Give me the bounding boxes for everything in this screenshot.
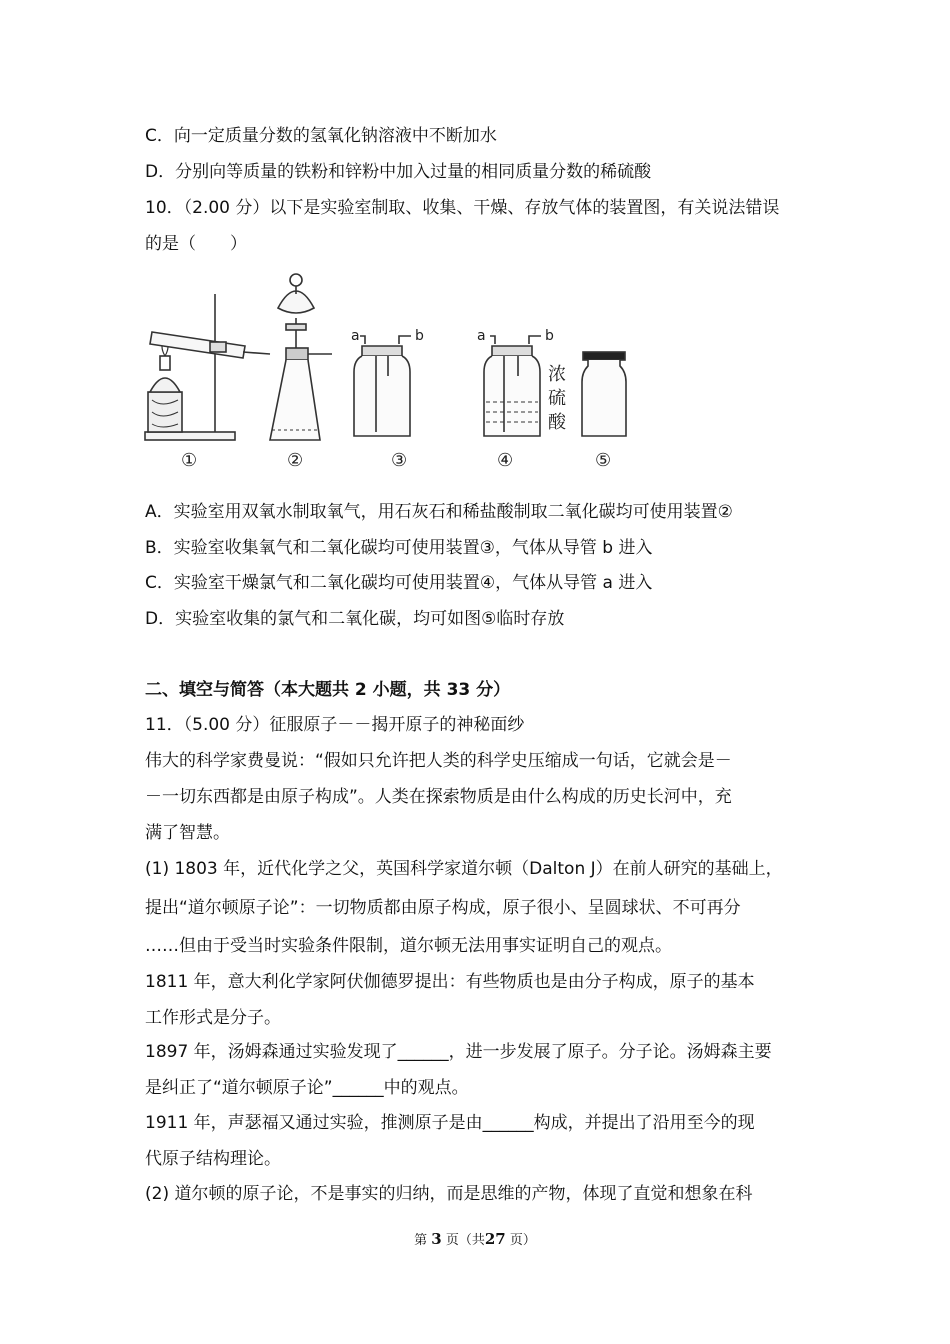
port-a-label-4: a bbox=[477, 328, 486, 344]
q11-line: (2) 道尔顿的原子论，不是事实的归纳，而是思维的产物，体现了直觉和想象在科 bbox=[145, 1184, 753, 1204]
apparatus-3-bottle bbox=[354, 336, 411, 436]
q11-line: 是纠正了“道尔顿原子论”______中的观点。 bbox=[145, 1078, 469, 1098]
q10-stem-line1: 10．（2.00 分）以下是实验室制取、收集、干燥、存放气体的装置图，有关说法错误 bbox=[145, 198, 780, 218]
q11-line: 1911 年，声瑟福又通过实验，推测原子是由______构成，并提出了沿用至今的现 bbox=[145, 1113, 755, 1133]
q10-option-c: C．实验室干燥氯气和二氧化碳均可使用装置④，气体从导管 a 进入 bbox=[145, 573, 653, 593]
apparatus-label-2: ② bbox=[287, 450, 304, 471]
q9-option-d: D．分别向等质量的铁粉和锌粉中加入过量的相同质量分数的稀硫酸 bbox=[145, 162, 652, 182]
apparatus-label-3: ③ bbox=[391, 450, 408, 471]
q11-line: 提出“道尔顿原子论”：一切物质都由原子构成，原子很小、呈圆球状、不可再分 bbox=[145, 898, 741, 918]
acid-label-2: 硫 bbox=[548, 388, 566, 409]
apparatus-label-4: ④ bbox=[497, 450, 514, 471]
acid-label-3: 酸 bbox=[548, 412, 566, 433]
apparatus-2-flask bbox=[270, 274, 332, 440]
q11-line: 1811 年，意大利化学家阿伏伽德罗提出：有些物质也是由分子构成，原子的基本 bbox=[145, 972, 755, 992]
footer-page-number: 3 bbox=[431, 1230, 442, 1248]
q11-line: 满了智慧。 bbox=[145, 823, 230, 843]
q10-stem-line2: 的是（ ） bbox=[145, 234, 247, 254]
page-footer bbox=[0, 1229, 950, 1248]
q11-line: 1897 年，汤姆森通过实验发现了______，进一步发展了原子。分子论。汤姆森主要 bbox=[145, 1042, 772, 1062]
q11-title: 11．（5.00 分）征服原子－－揭开原子的神秘面纱 bbox=[145, 715, 525, 735]
lab-apparatus-figure bbox=[140, 262, 660, 474]
apparatus-5-jar bbox=[582, 352, 626, 436]
q11-line: －一切东西都是由原子构成”。人类在探索物质是由什么构成的历史长河中，充 bbox=[145, 787, 732, 807]
section-2-heading: 二、填空与简答（本大题共 2 小题，共 33 分） bbox=[145, 680, 511, 700]
port-a-label-3: a bbox=[351, 328, 360, 344]
q11-line: 工作形式是分子。 bbox=[145, 1008, 281, 1028]
apparatus-label-5: ⑤ bbox=[595, 450, 612, 471]
q11-line: (1) 1803 年，近代化学之父，英国科学家道尔顿（Dalton J）在前人研究的基础上， bbox=[145, 859, 783, 879]
footer-total-pages: 27 bbox=[484, 1230, 506, 1248]
q10-option-b: B．实验室收集氧气和二氧化碳均可使用装置③，气体从导管 b 进入 bbox=[145, 538, 653, 558]
apparatus-1-heating bbox=[145, 294, 270, 440]
q10-option-a: A．实验室用双氧水制取氧气，用石灰石和稀盐酸制取二氧化碳均可使用装置② bbox=[145, 502, 733, 522]
q11-line: ……但由于受当时实验条件限制，道尔顿无法用事实证明自己的观点。 bbox=[145, 936, 672, 956]
port-b-label-4: b bbox=[545, 328, 554, 344]
q10-option-d: D．实验室收集的氯气和二氧化碳，均可如图⑤临时存放 bbox=[145, 609, 565, 629]
acid-label-1: 浓 bbox=[548, 364, 566, 385]
q11-line: 代原子结构理论。 bbox=[145, 1149, 281, 1169]
q9-option-c: C．向一定质量分数的氢氧化钠溶液中不断加水 bbox=[145, 126, 497, 146]
footer-prefix: 第 bbox=[414, 1233, 428, 1248]
footer-suffix: 页） bbox=[509, 1233, 536, 1248]
apparatus-4-dryer bbox=[484, 336, 541, 436]
port-b-label-3: b bbox=[415, 328, 424, 344]
apparatus-label-1: ① bbox=[181, 450, 198, 471]
footer-middle: 页（共 bbox=[445, 1233, 485, 1248]
q11-line: 伟大的科学家费曼说：“假如只允许把人类的科学史压缩成一句话，它就会是－ bbox=[145, 751, 732, 771]
